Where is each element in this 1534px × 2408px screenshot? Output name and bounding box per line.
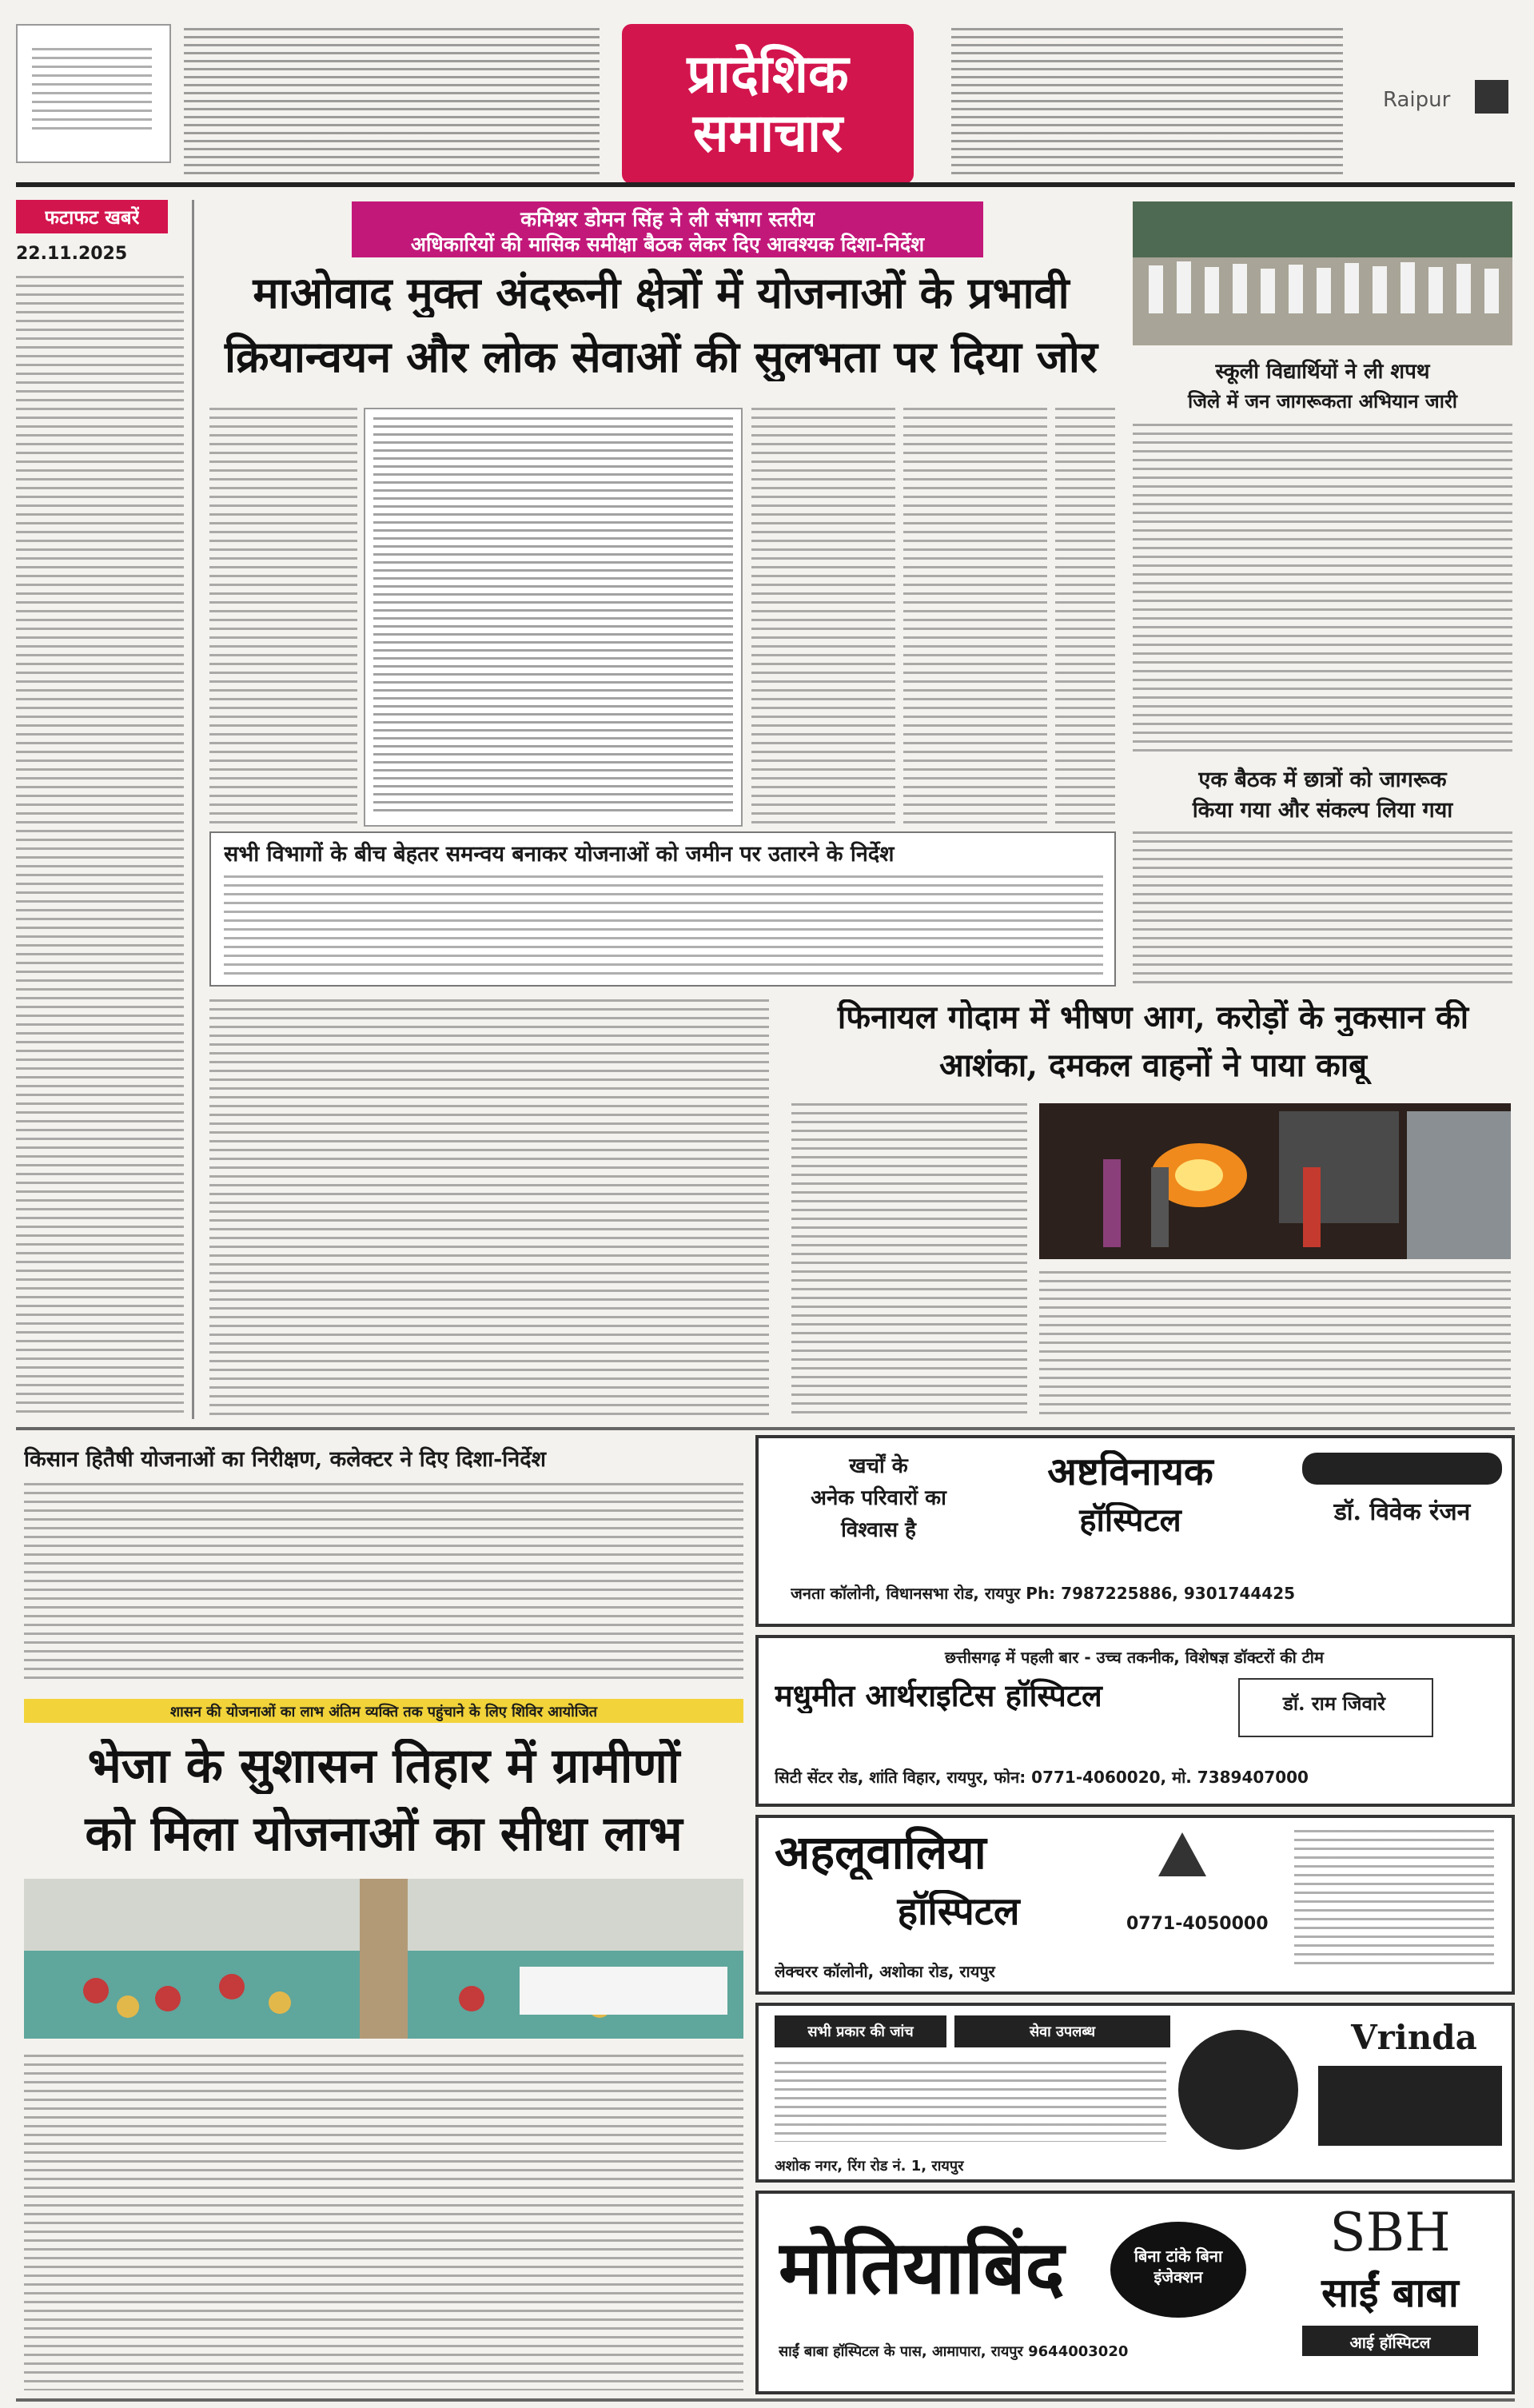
ad3-phone: 0771-4050000 (1126, 1914, 1269, 1934)
students-story-text (1133, 424, 1512, 752)
ad-ahluwalia[interactable] (755, 1815, 1515, 1995)
right-headline2-line1: एक बैठक में छात्रों को जागरूक (1198, 767, 1447, 792)
ad2-footer: सिटी सेंटर रोड, शांति विहार, रायपुर, फोन: 0771-4060020, मो. 7389407000 (775, 1768, 1309, 1787)
lead-headline-line1: माओवाद मुक्त अंदरूनी क्षेत्रों में योजनाओं के प्रभावी (253, 268, 1070, 318)
bottom-headline-line2: को मिला योजनाओं का सीधा लाभ (85, 1807, 683, 1862)
right-story2-text (1133, 831, 1512, 983)
lead-sub-text (224, 875, 1103, 975)
lead-body-col-4 (903, 408, 1047, 823)
footer-rule (16, 2398, 1515, 2402)
ad1-sub: हॉस्पिटल (1079, 1502, 1181, 1539)
right-headline2-line2: किया गया और संकल्प लिया गया (1192, 798, 1453, 823)
ad5-hospital-sub: साईं बाबा (1321, 2270, 1459, 2316)
fast-news-label: फटाफट खबरें (44, 205, 140, 229)
ad4-emblem (1178, 2030, 1298, 2150)
lead-inset-box (364, 408, 743, 827)
fast-news-label-box (16, 200, 168, 233)
ad5-badge: बिना टांके बिना इंजेक्शन (1134, 2247, 1223, 2286)
lead-headline-line2: क्रियान्वयन और लोक सेवाओं की सुलभता पर दिया जोर (225, 332, 1098, 382)
lead-sub-headline: सभी विभागों के बीच बेहतर समन्वय बनाकर योजनाओं को जमीन पर उतारने के निर्देश (224, 842, 895, 867)
ad2-brand: मधुमीत आर्थराइटिस हॉस्पिटल (775, 1678, 1102, 1713)
section-title-banner (622, 24, 914, 184)
ad4-services (775, 2062, 1166, 2142)
ad5-hospital: SBH (1329, 2202, 1451, 2263)
camp-photo-image (24, 1879, 743, 2039)
ad4-tag1: सभी प्रकार की जांच (807, 2023, 914, 2040)
left-story-headline: किसान हितैषी योजनाओं का निरीक्षण, कलेक्टर ने दिए दिशा-निर्देश (24, 1447, 546, 1472)
ad-motiyabind[interactable] (755, 2191, 1515, 2394)
camp-story-text (24, 2055, 743, 2390)
ad1-left-line2: अनेक परिवारों का (811, 1486, 946, 1510)
bottom-headline-line1: भेजा के सुशासन तिहार में ग्रामीणों (87, 1739, 680, 1794)
page-number-box (1475, 80, 1508, 114)
ad-ashtavinayak[interactable] (755, 1435, 1515, 1627)
fast-news-date: 22.11.2025 (16, 244, 128, 264)
ad2-badge: डॉ. राम जिवारे (1283, 1692, 1385, 1715)
ad-madhumeet[interactable] (755, 1635, 1515, 1807)
lead-inset-text (373, 417, 733, 817)
lead-lower-text (209, 999, 769, 1415)
fire-headline-line2: आशंका, दमकल वाहनों ने पाया काबू (939, 1047, 1367, 1084)
mid-page-rule (16, 1427, 1515, 1430)
lead-kicker-line1: कमिश्नर डोमन सिंह ने ली संभाग स्तरीय (520, 208, 815, 232)
ad4-footer: अशोक नगर, रिंग रोड नं. 1, रायपुर (775, 2158, 964, 2175)
masthead-teaser-2 (951, 28, 1343, 176)
ad-vrinda[interactable] (755, 2003, 1515, 2183)
camp-photo (24, 1879, 743, 2039)
ad3-logo-triangle (1158, 1832, 1206, 1876)
ad5-hospital-sub2: आई हॉस्पिटल (1349, 2333, 1431, 2352)
ad4-brand: Vrinda (1351, 2018, 1477, 2057)
ad1-left-line3: विश्वास है (841, 1518, 916, 1542)
students-photo (1133, 201, 1512, 345)
masthead-rule (16, 182, 1515, 187)
fire-story-text-2 (1039, 1271, 1511, 1415)
students-caption-line1: स्कूली विद्यार्थियों ने ली शपथ (1215, 360, 1430, 384)
students-photo-image (1133, 201, 1512, 345)
fire-headline-line1: फिनायल गोदाम में भीषण आग, करोड़ों के नुकसान की (837, 999, 1469, 1036)
left-column-divider (192, 200, 194, 1419)
lead-body-col-3 (751, 408, 895, 823)
students-caption-line2: जिले में जन जागरूकता अभियान जारी (1187, 389, 1457, 413)
ad1-brand: अष्टविनायक (1047, 1450, 1213, 1494)
ad1-footer: जनता कॉलोनी, विधानसभा रोड, रायपुर Ph: 7987225886, 9301744425 (791, 1584, 1296, 1603)
ad5-footer: साईं बाबा हॉस्पिटल के पास, आमापारा, रायपुर 9644003020 (779, 2343, 1129, 2360)
ad1-doctor-badge (1302, 1453, 1502, 1485)
masthead-logo-text (32, 48, 152, 136)
ad3-brand: अहलूवालिया (775, 1826, 986, 1880)
ad2-top: छत्तीसगढ़ में पहली बार - उच्च तकनीक, विशेषज्ञ डॉक्टरों की टीम (945, 1648, 1324, 1667)
fire-photo-image (1039, 1103, 1511, 1259)
fire-photo (1039, 1103, 1511, 1259)
fast-news-column (16, 276, 184, 1419)
ad3-footer: लेक्चरर कॉलोनी, अशोका रोड, रायपुर (775, 1962, 995, 1981)
section-title: प्रादेशिक समाचार (687, 42, 849, 164)
ad4-brand-block (1318, 2066, 1502, 2146)
ad5-brand: मोतियाबिंद (779, 2226, 1065, 2310)
ad4-tag2: सेवा उपलब्ध (1029, 2023, 1096, 2040)
left-story-text (24, 1483, 743, 1679)
ad1-left-line1: खर्चों के (849, 1454, 908, 1478)
ad3-sub: हॉस्पिटल (897, 1890, 1020, 1934)
ad1-doctor: डॉ. विवेक रंजन (1333, 1498, 1471, 1526)
bottom-kicker: शासन की योजनाओं का लाभ अंतिम व्यक्ति तक पहुंचाने के लिए शिविर आयोजित (169, 1704, 598, 1720)
fire-story-text-1 (791, 1103, 1027, 1415)
lead-body-col-1 (209, 408, 357, 823)
masthead-teaser-1 (184, 28, 600, 176)
ad3-services (1294, 1830, 1494, 1966)
masthead-side-label: Raipur (1383, 88, 1451, 112)
lead-body-col-5 (1055, 408, 1115, 823)
lead-kicker-line2: अधिकारियों की मासिक समीक्षा बैठक लेकर दिए आवश्यक दिशा-निर्देश (410, 233, 925, 256)
